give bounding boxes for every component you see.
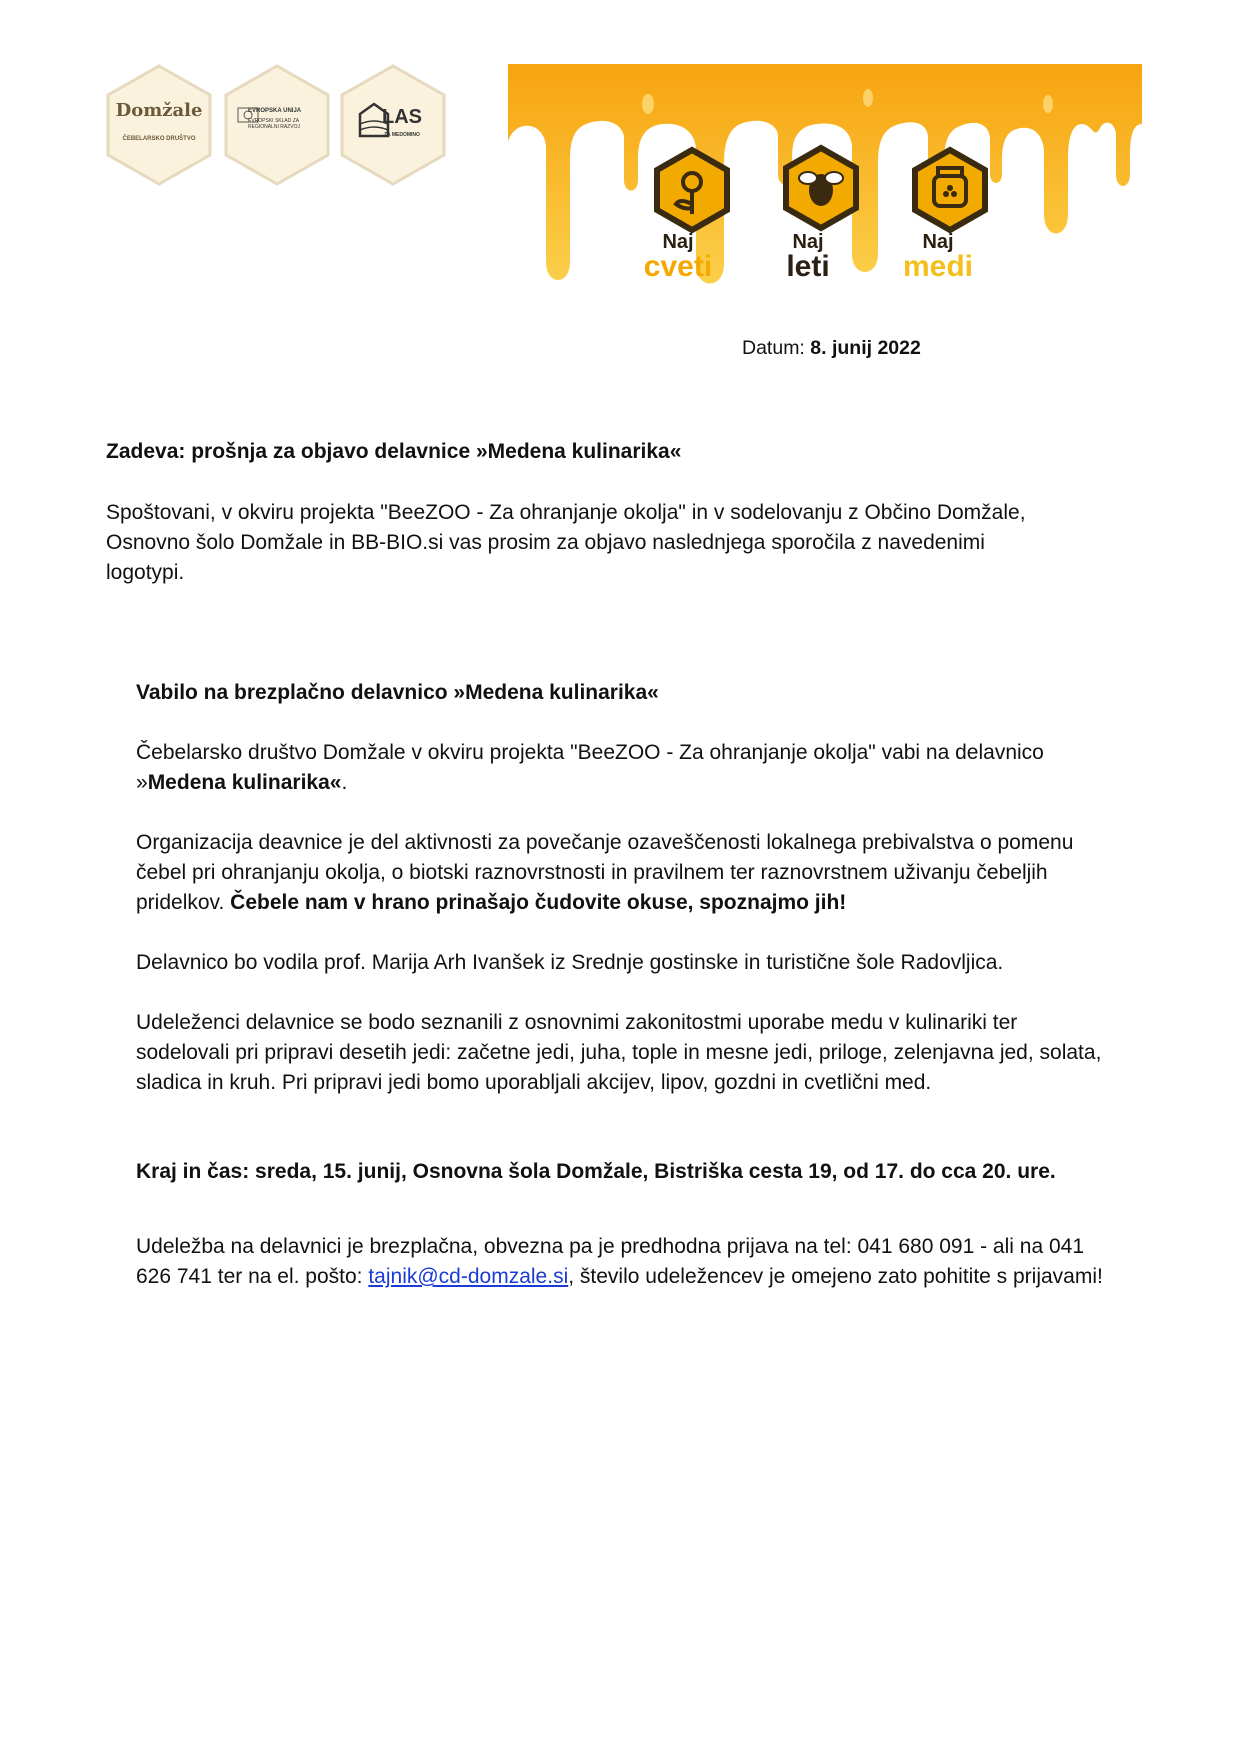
inv-p1-bold: Medena kulinarika« — [147, 771, 342, 794]
domzale-title: Domžale — [115, 100, 203, 121]
banner-big-1: cveti — [643, 250, 713, 283]
banner-small-2: Naj — [792, 231, 824, 253]
bee-hex-icon — [786, 148, 856, 228]
place-and-time: Kraj in čas: sreda, 15. junij, Osnovna šola Domžale, Bistriška cesta 19, od 17. do cca 20. ure. — [136, 1160, 1056, 1183]
inv-p1-text: Čebelarsko društvo Domžale v okviru projekta "BeeZOO - Za ohranjanje okolja" vabi na delavnico » — [136, 741, 1044, 794]
las-title: LAS — [382, 106, 422, 128]
logo-evropska-unija — [222, 64, 332, 186]
banner-label-cveti — [618, 232, 738, 282]
banner-small-3: Naj — [922, 231, 954, 253]
honey-jar-hex-icon — [915, 150, 985, 230]
banner-label-leti — [748, 232, 868, 282]
las-subtitle: ZA MEDOMINO — [384, 132, 420, 138]
invitation-paragraph-4: Udeleženci delavnice se bodo seznanili z osnovnimi zakonitostmi uporabe medu v kulinariki ter sodelovali pri pripravi desetih jedi: začetne jedi, juha, tople in mesne jedi, priloge, zelenjavna jed, solata, sladica in kruh. Pri pripravi jedi bomo uporabljali akcijev, lipov, gozdni in cvetlični med. — [136, 1011, 1102, 1094]
logo-cebelarsko-drustvo-domzale — [104, 64, 214, 186]
invitation-paragraph-2 — [136, 828, 1106, 918]
eu-line1: EVROPSKA UNIJA — [248, 108, 302, 114]
email-link[interactable]: tajnik@cd-domzale.si — [368, 1265, 569, 1288]
registration-paragraph — [136, 1232, 1106, 1292]
domzale-subtitle: ČEBELARSKO DRUŠTVO — [122, 136, 196, 142]
intro-paragraph: Spoštovani, v okviru projekta "BeeZOO - Za ohranjanje okolja" in v sodelovanju z Občino Domžale, Osnovno šolo Domžale in BB-BIO.si vas prosim za objavo naslednjega sporočila z navedenimi logotypi. — [106, 501, 1026, 584]
date-line — [742, 333, 921, 363]
honey-banner — [508, 64, 1142, 286]
date-label: Datum: — [742, 337, 805, 359]
banner-label-medi — [878, 232, 998, 282]
subject-line: Zadeva: prošnja za objavo delavnice »Medena kulinarika« — [106, 440, 682, 463]
reg-before: Udeležba na delavnici je brezplačna, obvezna pa je predhodna prijava na tel: 041 680 091 - ali na 041 626 741 ter na el. pošto: — [136, 1235, 1085, 1288]
partner-logos — [104, 64, 464, 186]
flower-hex-icon — [657, 150, 727, 230]
invitation-paragraph-1 — [136, 738, 1106, 798]
banner-big-3: medi — [902, 250, 974, 283]
inv-p2-text: Organizacija deavnice je del aktivnosti za povečanje ozaveščenosti lokalnega prebivalstva o pomenu čebel pri ohranjanju okolja, o biotski raznovrstnosti in pravilnem ter raznovrstnem uživanju čebeljih pridelkov. — [136, 831, 1074, 914]
invitation-title: Vabilo na brezplačno delavnico »Medena kulinarika« — [136, 681, 659, 704]
invitation-paragraph-3: Delavnico bo vodila prof. Marija Arh Ivanšek iz Srednje gostinske in turistične šole Radovljica. — [136, 951, 1004, 974]
eu-line2: EVROPSKI SKLAD ZA REGIONALNI RAZVOJ — [248, 118, 300, 130]
logo-las — [338, 64, 448, 186]
banner-big-2: leti — [786, 250, 830, 283]
reg-after: , število udeležencev je omejeno zato pohitite s prijavami! — [568, 1265, 1103, 1288]
banner-small-1: Naj — [662, 231, 694, 253]
inv-p2-bold: Čebele nam v hrano prinašajo čudovite okuse, spoznajmo jih! — [230, 891, 847, 914]
inv-p1-end: . — [341, 771, 348, 794]
date-value: 8. junij 2022 — [810, 337, 921, 359]
hexagon-shape — [104, 64, 214, 186]
